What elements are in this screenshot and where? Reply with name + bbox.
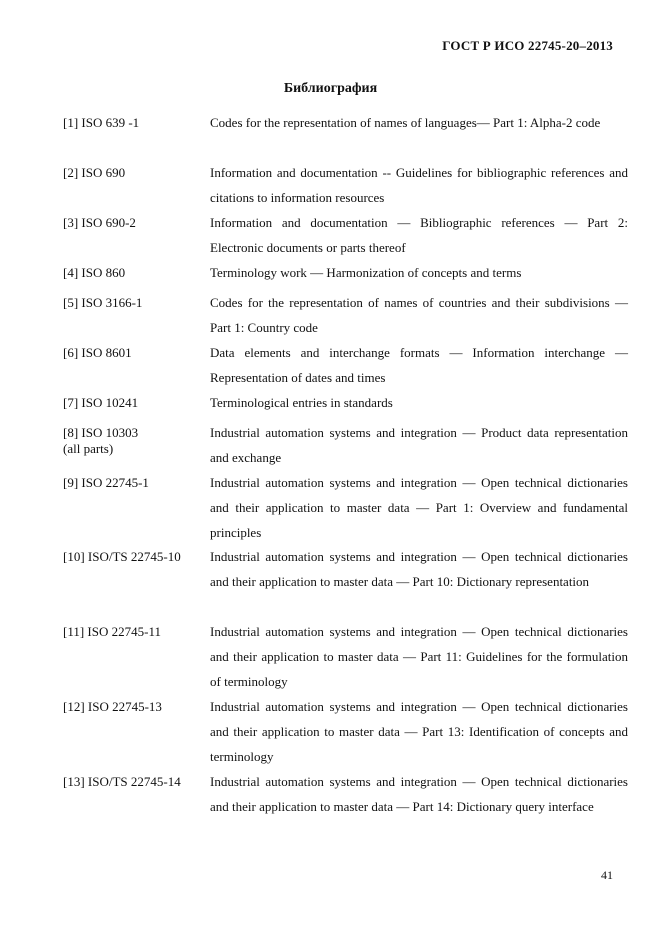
entry-reference-note: (all parts) — [63, 441, 114, 456]
entry-reference: [2] ISO 690 — [63, 165, 126, 180]
bibliography-entry — [63, 390, 628, 415]
bibliography-entry — [63, 694, 628, 769]
entry-reference: [6] ISO 8601 — [63, 345, 132, 360]
bibliography-entry — [63, 619, 628, 694]
entry-reference — [63, 420, 210, 470]
entry-reference: [11] ISO 22745-11 — [63, 624, 161, 639]
entry-title: Information and documentation -- Guidelines for bibliographic references and citations to information resources — [210, 165, 628, 205]
bibliography-entry — [63, 420, 628, 470]
entry-reference: [1] ISO 639 -1 — [63, 115, 140, 130]
entry-reference: [5] ISO 3166-1 — [63, 295, 143, 310]
entry-title: Codes for the representation of names of languages— Part 1: Alpha-2 code — [210, 115, 601, 130]
entry-title: Industrial automation systems and integration — Open technical dictionaries and their application to master data — Part 14: Dictionary query interface — [210, 774, 628, 814]
bibliography-entry — [63, 110, 628, 135]
entry-reference: [9] ISO 22745-1 — [63, 475, 149, 490]
bibliography-entry — [63, 210, 628, 260]
entry-title: Industrial automation systems and integration — Open technical dictionaries and their application to master data — Part 11: Guidelines for the formulation of terminology — [210, 624, 628, 689]
entry-reference: [3] ISO 690-2 — [63, 215, 136, 230]
entry-title: Data elements and interchange formats — Information interchange — Representation of dates and times — [210, 345, 628, 385]
entry-reference: [7] ISO 10241 — [63, 395, 139, 410]
entry-title: Codes for the representation of names of countries and their subdivisions — Part 1: Country code — [210, 295, 628, 335]
entry-reference: [13] ISO/TS 22745-14 — [63, 774, 181, 789]
page-number: 41 — [601, 868, 613, 882]
bibliography-entry — [63, 470, 628, 545]
bibliography-entry — [63, 290, 628, 340]
document-code-header: ГОСТ Р ИСО 22745-20–2013 — [442, 38, 613, 53]
bibliography-title: Библиография — [283, 81, 378, 96]
bibliography-entry — [63, 160, 628, 210]
entry-reference: [4] ISO 860 — [63, 265, 126, 280]
bibliography-entry — [63, 544, 628, 594]
entry-title: Information and documentation — Bibliographic references — Part 2: Electronic documents or parts thereof — [210, 215, 628, 255]
entry-title: Industrial automation systems and integration — Product data representation and exchange — [210, 425, 628, 465]
entry-title: Industrial automation systems and integration — Open technical dictionaries and their application to master data — Part 13: Identification of concepts and terminology — [210, 699, 628, 764]
entry-title: Industrial automation systems and integration — Open technical dictionaries and their application to master data — Part 1: Overview and fundamental principles — [210, 475, 628, 540]
entry-reference-number: [8] ISO 10303 — [63, 425, 139, 440]
bibliography-entry — [63, 340, 628, 390]
entry-reference: [10] ISO/TS 22745-10 — [63, 549, 181, 564]
bibliography-entry — [63, 260, 628, 285]
bibliography-entry — [63, 769, 628, 819]
entry-title: Industrial automation systems and integration — Open technical dictionaries and their application to master data — Part 10: Dictionary representation — [210, 549, 628, 589]
entry-title: Terminological entries in standards — [210, 395, 393, 410]
entry-reference: [12] ISO 22745-13 — [63, 699, 162, 714]
entry-title: Terminology work — Harmonization of concepts and terms — [210, 265, 522, 280]
